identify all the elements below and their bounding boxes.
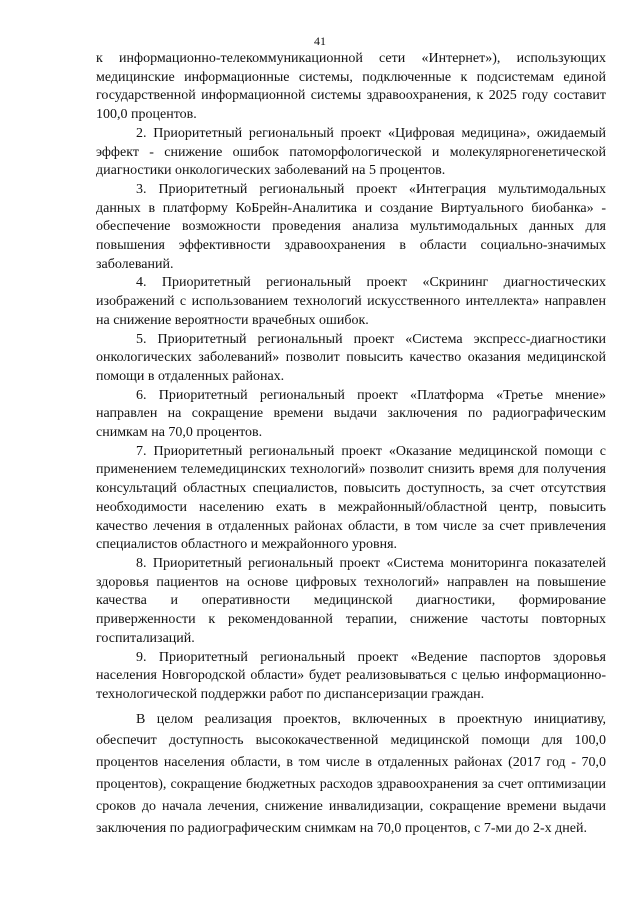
paragraph-project-2: 2. Приоритетный региональный проект «Цифровая медицина», ожидаемый эффект - снижение ошибок патоморфологической и молекулярногенетической диагностики онкологических заболеваний на 5 процентов.	[96, 125, 606, 179]
page-number: 41	[314, 34, 326, 48]
paragraph-continuation: к информационно-телекоммуникационной сети «Интернет»), использующих медицинские информационные системы, подключенные к подсистемам единой государственной информационной системы здравоохранения, к 2025 году составит 100,0 процентов.	[96, 51, 606, 123]
paragraph-project-6: 6. Приоритетный региональный проект «Платформа «Третье мнение» направлен на сокращение времени выдачи заключения по радиографическим снимкам на 70,0 процентов.	[96, 387, 606, 441]
paragraph-project-5: 5. Приоритетный региональный проект «Система экспресс-диагностики онкологических заболеваний» позволит повысить качество оказания медицинской помощи в отдаленных районах.	[96, 331, 606, 384]
paragraph-project-9: 9. Приоритетный региональный проект «Ведение паспортов здоровья населения Новгородской области» будет реализовываться с целью информационно-технологической поддержки работ по диспансеризации граждан.	[96, 649, 606, 702]
page-body	[96, 50, 606, 839]
paragraph-project-4: 4. Приоритетный региональный проект «Скрининг диагностических изображений с использованием технологий искусственного интеллекта» направлен на снижение вероятности врачебных ошибок.	[96, 275, 606, 328]
paragraph-summary: В целом реализация проектов, включенных в проектную инициативу, обеспечит доступность высококачественной медицинской помощи для 100,0 процентов населения области, в том числе в отдаленных районах (2017 год - 70,0 процентов), сокращение бюджетных расходов здравоохранения за счет оптимизации сроков до начала лечения, снижение инвалидизации, сокращение времени выдачи заключения по радиографическим снимкам на 70,0 процентов, с 7-ми до 2-х дней.	[96, 711, 606, 836]
paragraph-project-8: 8. Приоритетный региональный проект «Система мониторинга показателей здоровья пациентов на основе цифровых технологий» направлен на повышение качества и оперативности медицинской диагностики, формирование приверженности к рекомендованной терапии, снижение частоты повторных госпитализаций.	[96, 555, 606, 646]
paragraph-project-7: 7. Приоритетный региональный проект «Оказание медицинской помощи с применением телемедицинских технологий» позволит снизить время для получения консультаций областных специалистов, повысить доступность, за счет отсутствия необходимости населению ехать в межрайонный/областной центр, повысить качество лечения в отдаленных районах области, в том числе за счет привлечения специалистов областного и межрайонного уровня.	[96, 443, 606, 553]
paragraph-project-3: 3. Приоритетный региональный проект «Интеграция мультимодальных данных в платформу КоБрейн-Аналитика и создание Виртуального биобанка» - обеспечение возможности проведения анализа мультимодальных данных для повышения эффективности здравоохранения в области социально-значимых заболеваний.	[96, 181, 606, 272]
